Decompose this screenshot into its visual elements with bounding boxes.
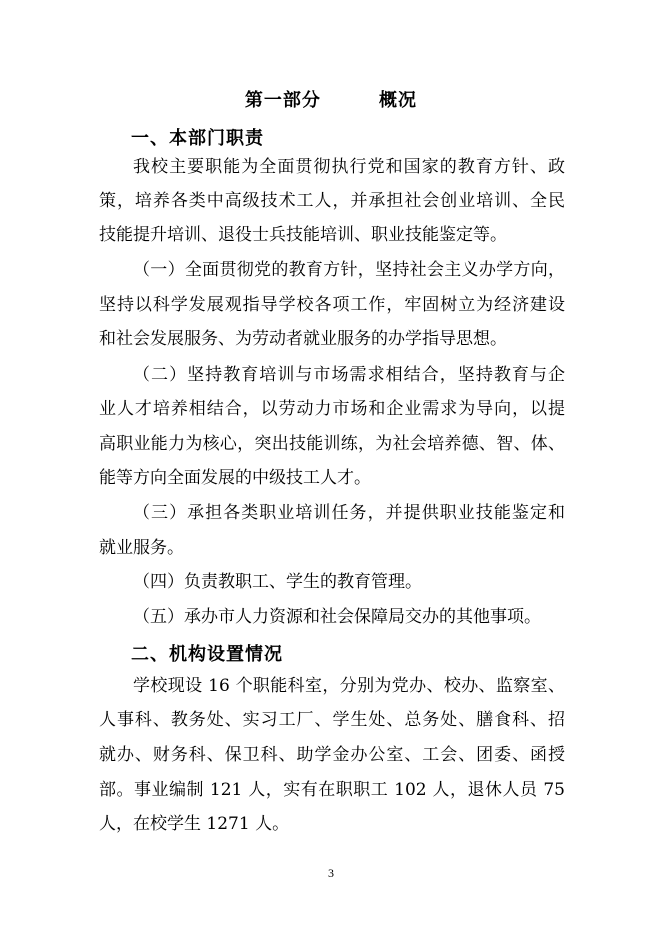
paragraph-line: 技能提升培训、退役士兵技能培训、职业技能鉴定等。 <box>99 225 507 245</box>
paragraph-line: （二）坚持教育培训与市场需求相结合，坚持教育与企 <box>133 365 565 385</box>
section-heading-structure: 二、机构设置情况 <box>131 644 283 665</box>
paragraph-line: 能等方向全面发展的中级技工人才。 <box>99 468 371 488</box>
section-heading-duties: 一、本部门职责 <box>131 128 264 149</box>
paragraph-line: 和社会发展服务、为劳动者就业服务的办学指导思想。 <box>99 329 507 349</box>
paragraph-line: 高职业能力为核心，突出技能训练，为社会培养德、智、体、 <box>99 434 565 454</box>
page-number: 3 <box>328 866 334 880</box>
page-title: 第一部分 概况 <box>244 90 418 111</box>
paragraph-line: 学校现设 16 个职能科室，分别为党办、校办、监察室、 <box>133 676 565 696</box>
paragraph-line: 就业服务。 <box>99 538 184 558</box>
paragraph-line: 部。事业编制 121 人，实有在职职工 102 人，退休人员 75 <box>99 780 565 800</box>
paragraph-line: 坚持以科学发展观指导学校各项工作，牢固树立为经济建设 <box>99 295 565 315</box>
paragraph-line: （四）负责教职工、学生的教育管理。 <box>133 572 422 592</box>
paragraph-line: （五）承办市人力资源和社会保障局交办的其他事项。 <box>133 607 541 627</box>
paragraph-line: （一）全面贯彻党的教育方针，坚持社会主义办学方向， <box>133 260 565 280</box>
paragraph-line: 人，在校学生 1271 人。 <box>99 814 290 834</box>
paragraph-line: 我校主要职能为全面贯彻执行党和国家的教育方针、政 <box>133 157 565 177</box>
paragraph-line: 人事科、教务处、实习工厂、学生处、总务处、膳食科、招 <box>99 710 565 730</box>
paragraph-line: （三）承担各类职业培训任务，并提供职业技能鉴定和 <box>133 503 565 523</box>
paragraph-line: 就办、财务科、保卫科、助学金办公室、工会、团委、函授 <box>99 745 565 765</box>
paragraph-line: 业人才培养相结合，以劳动力市场和企业需求为导向，以提 <box>99 399 565 419</box>
paragraph-line: 策，培养各类中高级技术工人，并承担社会创业培训、全民 <box>99 191 565 211</box>
